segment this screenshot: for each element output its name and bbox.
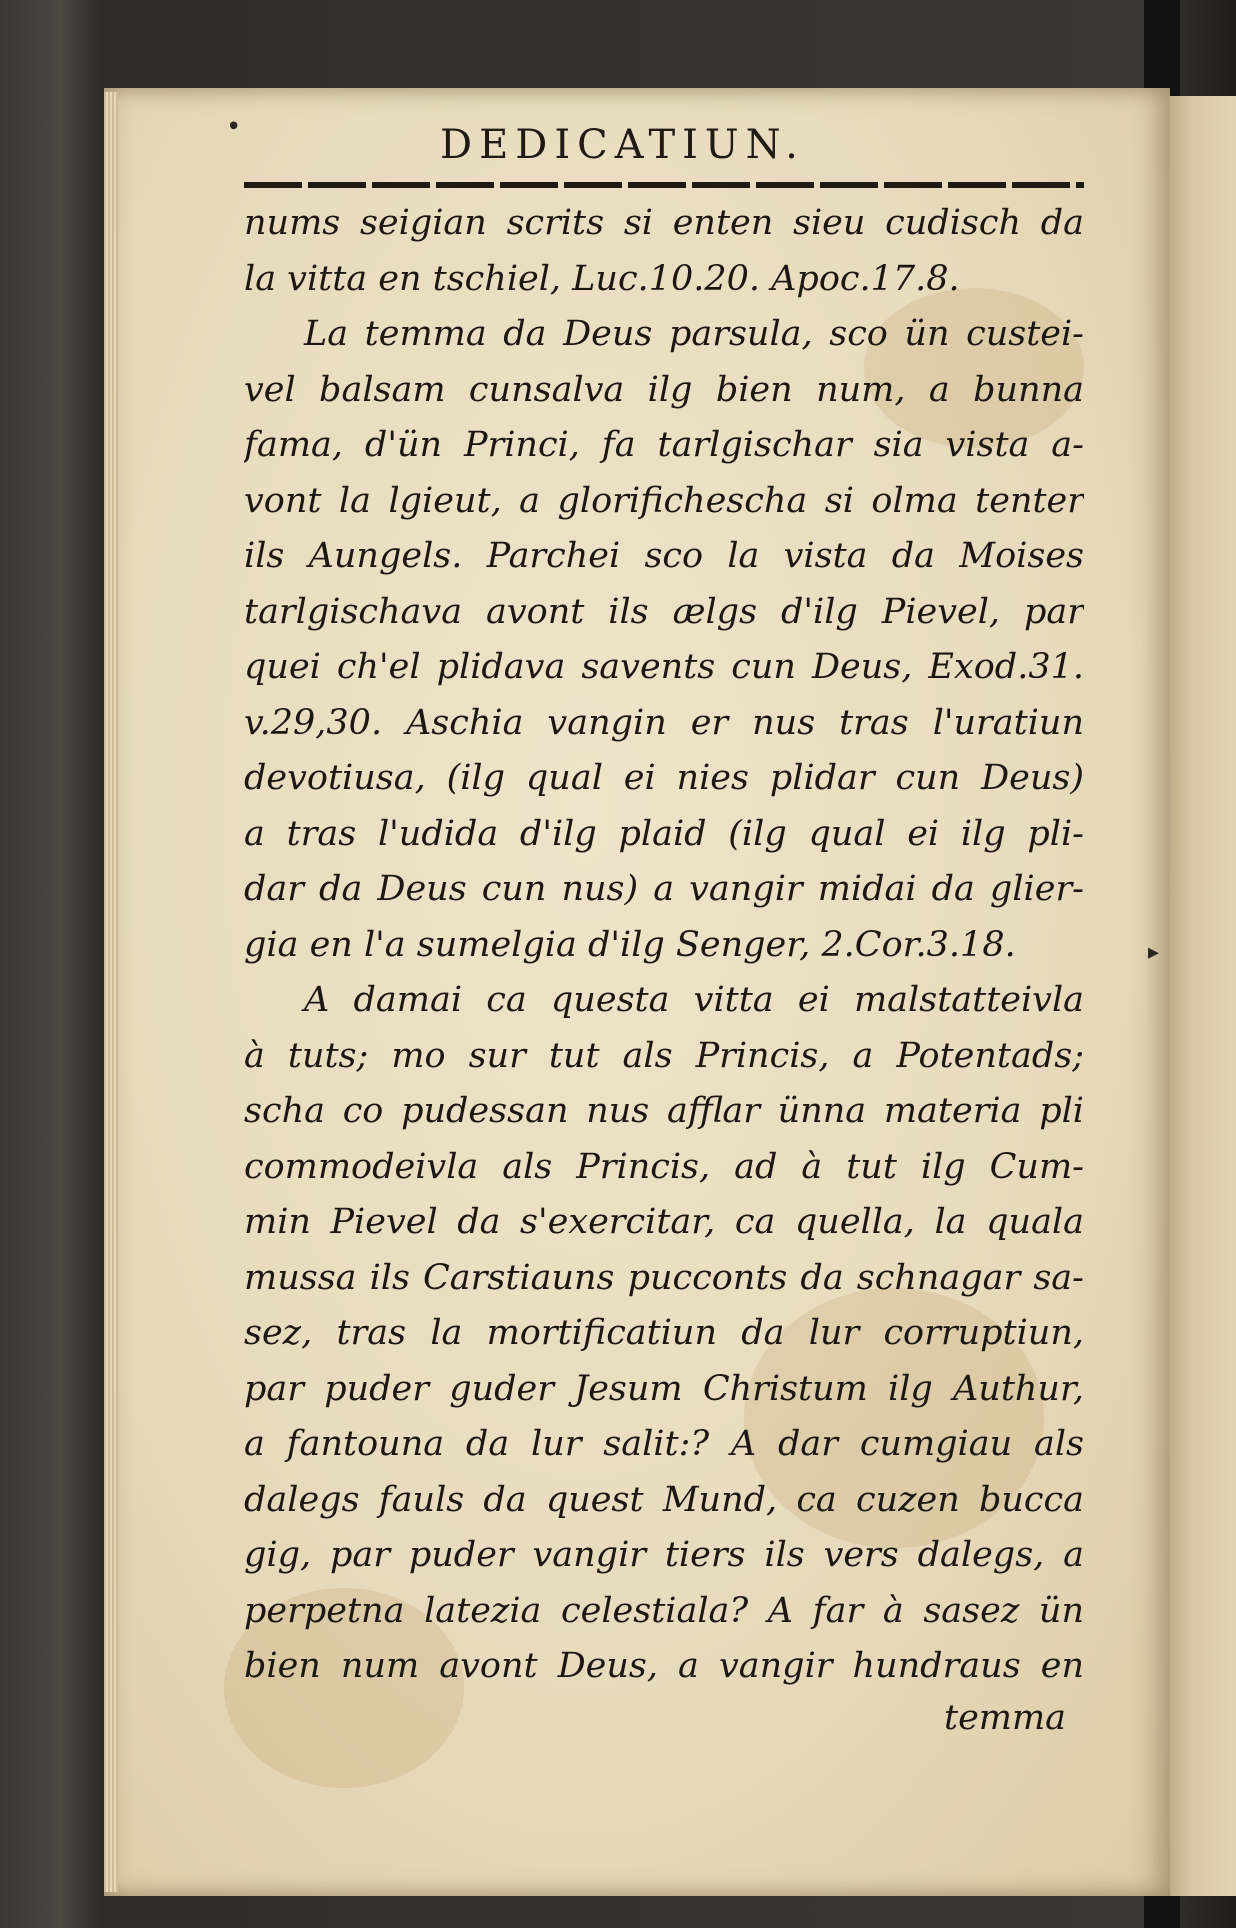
text-line: gia en l'a sumelgia d'ilg Senger, 2.Cor.3.18.: [244, 924, 1016, 965]
text-line: devotiusa, (ilg qual ei nies plidar cun Deus): [244, 758, 1084, 798]
page-fore-edges: [104, 92, 118, 1892]
text-line: commodeivla als Princis, ad à tut ilg Cum-: [244, 1146, 1084, 1187]
text-line: a tras l'udida d'ilg plaid (ilg qual ei ilg pli-: [244, 813, 1084, 854]
text-line: sez, tras la mortificatiun da lur corruptiun,: [244, 1313, 1084, 1353]
margin-dot: •: [226, 112, 242, 142]
header-rule: [244, 182, 1084, 188]
text-line: scha co pudessan nus afflar ünna materia pli: [244, 1091, 1084, 1131]
text-line: vont la lgieut, a glorifichescha si olma tenter: [244, 480, 1084, 521]
text-line: ils Aungels. Parchei sco la vista da Moises: [244, 536, 1084, 576]
text-line: nums seigian scrits si enten sieu cudisch da: [244, 203, 1084, 243]
text-line: à tuts; mo sur tut als Princis, a Potentads;: [244, 1035, 1084, 1076]
text-line: dar da Deus cun nus) a vangir midai da glier-: [244, 869, 1084, 909]
text-line: tarlgischava avont ils ælgs d'ilg Pievel, par: [244, 591, 1084, 632]
running-head: DEDICATIUN.: [440, 122, 805, 168]
text-line: fama, d'ün Princi, fa tarlgischar sia vista a-: [244, 425, 1084, 465]
text-line: A damai ca questa vitta ei malstatteivla: [304, 980, 1084, 1020]
facing-page-edge: [1164, 96, 1236, 1896]
margin-mark: ▸: [1148, 940, 1160, 965]
text-line: mussa ils Carstiauns pucconts da schnagar sa-: [244, 1257, 1084, 1298]
text-line: vel balsam cunsalva ilg bien num, a bunna: [244, 369, 1084, 410]
text-line: quei ch'el plidava savents cun Deus, Exod.31.: [244, 647, 1084, 687]
text-line: a fantouna da lur salit:? A dar cumgiau als: [244, 1424, 1084, 1464]
text-line: perpetna latezia celestiala? A far à sasez ün: [244, 1590, 1084, 1631]
text-line: v.29,30. Aschia vangin er nus tras l'uratiun: [244, 702, 1084, 743]
text-line: La temma da Deus parsula, sco ün custei-: [304, 314, 1084, 354]
catchword: temma: [944, 1698, 1067, 1738]
text-line: bien num avont Deus, a vangir hundraus en: [244, 1646, 1084, 1686]
text-line: par puder guder Jesum Christum ilg Authur,: [244, 1368, 1084, 1409]
text-line: gig, par puder vangir tiers ils vers dalegs, a: [244, 1535, 1084, 1575]
text-line: la vitta en tschiel, Luc.10.20. Apoc.17.8.: [244, 258, 960, 299]
text-line: dalegs fauls da quest Mund, ca cuzen bucca: [244, 1479, 1084, 1520]
text-line: min Pievel da s'exercitar, ca quella, la quala: [244, 1202, 1084, 1242]
body-text: [244, 196, 1084, 1695]
